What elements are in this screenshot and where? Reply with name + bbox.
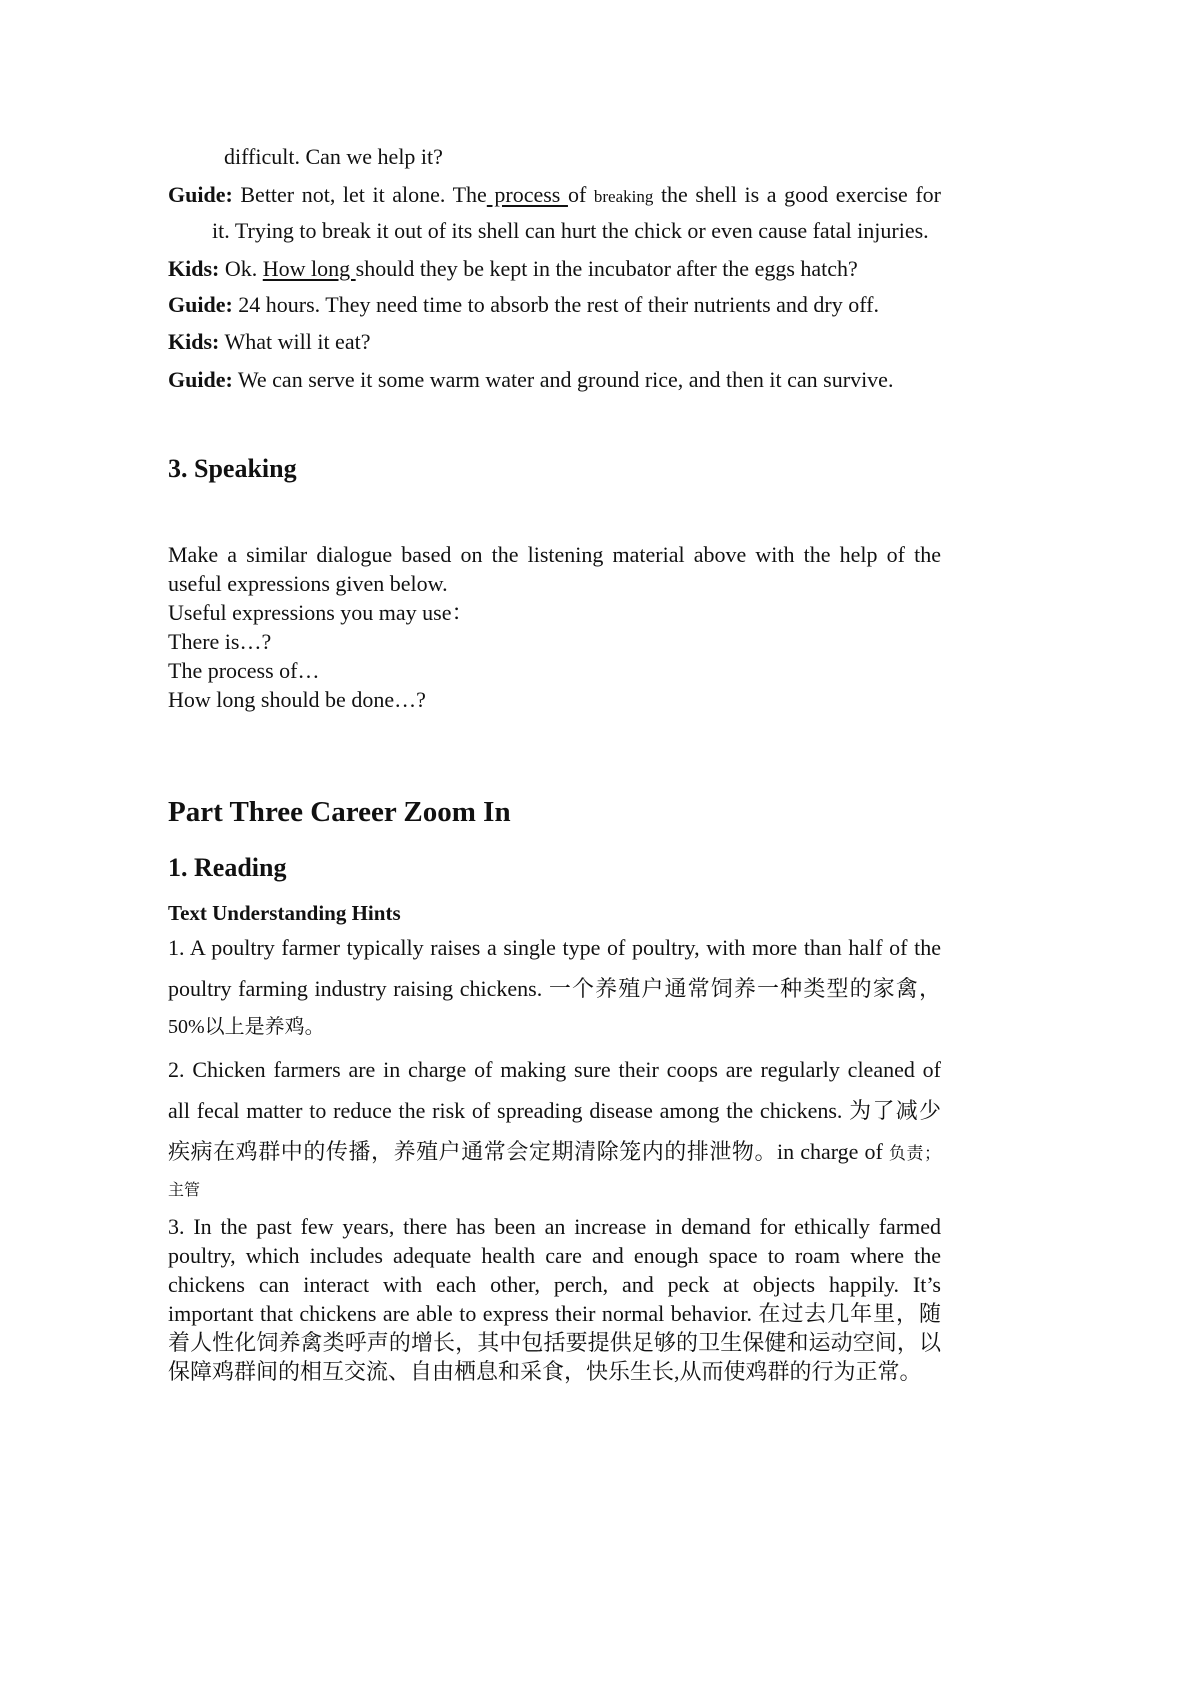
expression-item: How long should be done…? [168, 687, 426, 712]
dialogue-text: difficult. Can we help it? [224, 144, 443, 169]
hint-line: chickens can interact with each other, perch, and peck at objects happily. It’s [168, 1272, 941, 1297]
dialogue-text: the shell is a good exercise for [653, 182, 942, 207]
hint-text: 疾病在鸡群中的传播，养殖户通常会定期清除笼内的排泄物。in charge of [168, 1139, 883, 1164]
dialogue-text: of [567, 182, 587, 207]
dialogue-continuation [224, 143, 443, 171]
hints-heading: Text Understanding Hints [168, 901, 401, 925]
speaker-label: Guide: [168, 367, 233, 392]
dialogue-text: We can serve it some warm water and ground rice, and then it can survive. [232, 367, 894, 392]
hint-line: 着人性化饲养禽类呼声的增长，其中包括要提供足够的卫生保健和运动空间，以 [168, 1330, 941, 1355]
dialogue-text-small: breaking [593, 187, 654, 206]
hint-line: poultry, which includes adequate health care and enough space to roam where the [168, 1243, 941, 1268]
dialogue-guide-line [168, 366, 893, 394]
expression-item: The process of… [168, 658, 320, 683]
dialogue-guide-line [168, 179, 941, 212]
dialogue-continuation [212, 217, 929, 245]
hint-line: 2. Chicken farmers are in charge of making sure their coops are regularly cleaned of [168, 1057, 941, 1082]
speaker-label: Kids: [168, 329, 220, 354]
hint-line: 1. A poultry farmer typically raises a single type of poultry, with more than half of the [168, 935, 941, 960]
speaking-heading: 3. Speaking [168, 454, 297, 483]
part-heading: Part Three Career Zoom In [168, 796, 511, 828]
speaking-paragraph-line: useful expressions given below. [168, 571, 448, 596]
speaker-label: Guide: [168, 182, 233, 207]
hint-line: 3. In the past few years, there has been an increase in demand for ethically farmed [168, 1214, 941, 1239]
dialogue-guide-line [168, 291, 879, 319]
hint-line: 保障鸡群间的相互交流、自由栖息和采食，快乐生长,从而使鸡群的行为正常。 [168, 1359, 922, 1384]
dialogue-text: should they be kept in the incubator after the eggs hatch? [355, 256, 858, 281]
hint-line: poultry farming industry raising chickens. 一个养殖户通常饲养一种类型的家禽， [168, 976, 941, 1001]
dialogue-text: Ok. [219, 256, 263, 281]
dialogue-text: it. Trying to break it out of its shell can hurt the chick or even cause fatal injuries. [212, 218, 929, 243]
underlined-blank: How long [262, 256, 356, 281]
hint-gloss: 主管 [168, 1182, 201, 1199]
dialogue-text: What will it eat? [219, 329, 371, 354]
useful-expressions-label: Useful expressions you may use： [168, 600, 474, 625]
dialogue-text: 24 hours. They need time to absorb the rest of their nutrients and dry off. [232, 292, 880, 317]
dialogue-kids-line [168, 328, 370, 356]
reading-heading: 1. Reading [168, 853, 287, 882]
expression-item: There is…? [168, 629, 272, 654]
underlined-blank: process [486, 182, 568, 207]
hint-line: all fecal matter to reduce the risk of spreading disease among the chickens. 为了减少 [168, 1098, 941, 1123]
speaking-paragraph-line: Make a similar dialogue based on the listening material above with the help of the [168, 542, 941, 567]
speaker-label: Guide: [168, 292, 233, 317]
hint-line: important that chickens are able to express their normal behavior. 在过去几年里，随 [168, 1301, 941, 1326]
hint-gloss: 负责； [888, 1144, 942, 1163]
dialogue-text: Better not, let it alone. The [232, 182, 487, 207]
hint-line: 50%以上是养鸡。 [168, 1016, 325, 1038]
dialogue-kids-line [168, 255, 858, 283]
hint-line [168, 1136, 941, 1169]
speaker-label: Kids: [168, 256, 220, 281]
